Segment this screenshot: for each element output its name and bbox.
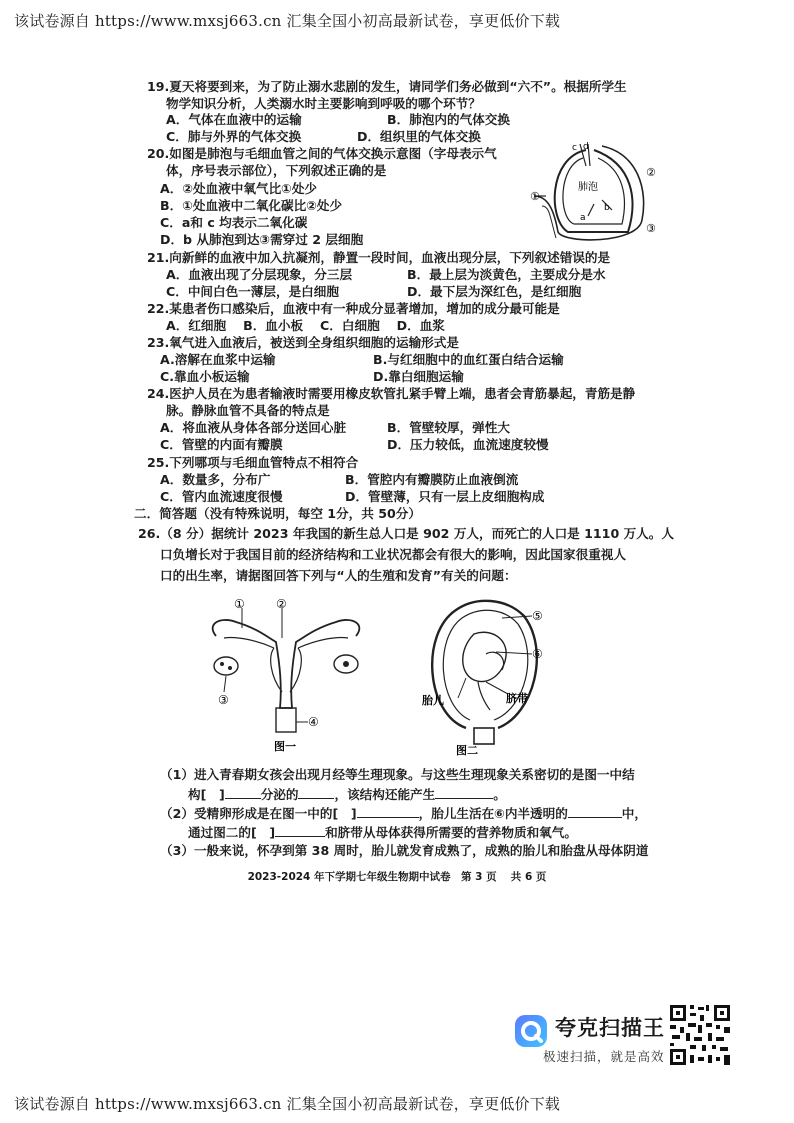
q23-option-a: A.溶解在血浆中运输 [160,352,276,367]
fig2-caption: 图二 [456,744,478,756]
quark-scanner-logo-icon [513,1013,549,1049]
q25-option-a: A．数量多，分布广 [160,472,271,487]
fig20-label-c: c [572,143,577,153]
q26-sub2-line2 [188,824,577,841]
fig2-label-fetus: 胎儿 [422,694,444,707]
fig2-label-5: ⑤ [532,609,543,623]
q26-sub1-blank-2[interactable] [298,786,334,799]
q25-stem: 25.下列哪项与毛细血管特点不相符合 [147,455,359,470]
q19-option-a: A．气体在血液中的运输 [166,112,302,127]
fig20-label-a: a [580,213,586,223]
q22-options: A．红细胞 B．血小板 C．白细胞 D．血浆 [166,318,445,333]
fig1-label-1: ① [234,597,245,611]
q26-sub2-text-4: 通过图二的[ ] [188,825,276,840]
q23-option-b: B.与红细胞中的血红蛋白结合运输 [373,352,564,367]
fetus-uterus-figure [416,594,556,756]
female-reproductive-figure [196,596,376,756]
q26-sub1-text-4: 。 [493,787,506,802]
q26-sub1-line2 [188,786,506,803]
q22-stem: 22.某患者伤口感染后，血液中有一种成分显著增加，增加的成分最可能是 [147,301,560,316]
q20-stem-1: 20.如图是肺泡与毛细血管之间的气体交换示意图（字母表示气 [147,146,497,161]
source-banner-bottom: 该试卷源自 https://www.mxsj663.cn 汇集全国小初高最新试卷，享更低价下载 [14,1095,561,1113]
fig2-label-cord: 脐带 [506,692,528,705]
fig20-label-b: b [604,203,610,213]
q21-stem: 21.向新鲜的血液中加入抗凝剂，静置一段时间，血液出现分层，下列叙述错误的是 [147,250,611,265]
q26-sub2-blank-1[interactable] [357,805,419,818]
q21-option-c: C．中间白色一薄层，是白细胞 [166,284,339,299]
alveolus-capillary-figure [528,140,662,248]
q20-option-d: D．b 从肺泡到达③需穿过 2 层细胞 [160,232,364,247]
q26-sub2-blank-3[interactable] [275,824,325,837]
fig1-label-4: ④ [308,715,319,729]
q24-stem-2: 脉。静脉血管不具备的特点是 [166,403,330,418]
q26-sub2-text-2: ，胎儿生活在⑥内半透明的 [418,806,568,821]
q20-option-b: B．①处血液中二氧化碳比②处少 [160,198,343,213]
q26-sub2-blank-2[interactable] [568,805,622,818]
q19-stem-2: 物学知识分析，人类溺水时主要影响到呼吸的哪个环节？ [166,96,481,111]
q20-option-a: A．②处血液中氧气比①处少 [160,181,318,196]
q24-option-d: D．压力较低，血流速度较慢 [387,437,549,452]
scanner-brand-name: 夸克扫描王 [555,1016,665,1040]
q26-sub3-line1: （3）一般来说，怀孕到第 38 周时，胎儿就发育成熟了，成熟的胎儿和胎盘从母体阴道 [160,843,649,858]
qr-code-icon [668,1003,732,1067]
q21-option-b: B．最上层为淡黄色，主要成分是水 [407,267,606,282]
q24-option-c: C．管壁的内面有瓣膜 [160,437,283,452]
q26-sub2-text-1: （2）受精卵形成是在图一中的[ ] [160,806,357,821]
fig20-label-1: ① [530,190,540,203]
q23-option-d: D.靠白细胞运输 [373,369,464,384]
section-2-title: 二．简答题（没有特殊说明，每空 1分，共 50分） [134,506,421,521]
page-footer: 2023-2024 年下学期七年级生物期中试卷 第 3 页 共 6 页 [247,871,547,883]
q21-option-a: A．血液出现了分层现象，分三层 [166,267,353,282]
fig1-caption: 图一 [274,740,296,753]
fig1-label-3: ③ [218,693,229,707]
q19-option-d: D．组织里的气体交换 [357,129,481,144]
q26-sub1-blank-3[interactable] [435,786,493,799]
q26-sub1-bracket: 构[ ] [188,787,225,802]
q26-sub1-text-3: ，该结构还能产生 [334,787,436,802]
q25-option-b: B．管腔内有瓣膜防止血液倒流 [345,472,519,487]
q26-stem-2: 口负增长对于我国目前的经济结构和工业状况都会有很大的影响，因此国家很重视人 [160,547,626,562]
q24-stem-1: 24.医护人员在为患者输液时需要用橡皮软管扎紧手臂上端，患者会青筋暴起，青筋是静 [147,386,636,401]
q23-stem: 23.氧气进入血液后，被送到全身组织细胞的运输形式是 [147,335,459,350]
q25-option-d: D．管壁薄，只有一层上皮细胞构成 [345,489,545,504]
q20-option-c: C．a和 c 均表示二氧化碳 [160,215,308,230]
q26-sub1-blank-1[interactable] [225,786,261,799]
q24-option-a: A．将血液从身体各部分送回心脏 [160,420,347,435]
q26-stem-1: 26.（8 分）据统计 2023 年我国的新生总人口是 902 万人，而死亡的人口是 1110 万人。人 [138,526,674,541]
q26-sub2-line1 [160,805,647,822]
q23-option-c: C.靠血小板运输 [160,369,250,384]
scanner-slogan: 极速扫描，就是高效 [543,1049,665,1064]
q26-sub2-text-3: 中， [621,806,647,821]
q21-option-d: D．最下层为深红色，是红细胞 [407,284,582,299]
q19-option-b: B．肺泡内的气体交换 [387,112,510,127]
fig2-label-6: ⑥ [532,647,543,661]
fig20-label-3: ③ [646,222,656,235]
q26-stem-3: 口的出生率，请据图回答下列与“人的生殖和发育”有关的问题： [160,568,517,583]
q24-option-b: B．管壁较厚，弹性大 [387,420,510,435]
q19-option-c: C．肺与外界的气体交换 [166,129,302,144]
fig20-label-2: ② [646,166,656,179]
q25-option-c: C．管内血流速度很慢 [160,489,283,504]
q19-stem-1: 19.夏天将要到来，为了防止溺水悲剧的发生，请同学们务必做到“六不”。根据所学生 [147,79,627,94]
fig20-label-alveolus: 肺泡 [578,182,598,193]
q26-sub2-text-5: 和脐带从母体获得所需要的营养物质和氧气。 [325,825,577,840]
source-banner-top: 该试卷源自 https://www.mxsj663.cn 汇集全国小初高最新试卷，享更低价下载 [14,12,561,30]
q26-sub1-text-2: 分泌的 [260,787,299,802]
fig1-label-2: ② [276,597,287,611]
q26-sub1-line1: （1）进入青春期女孩会出现月经等生理现象。与这些生理现象关系密切的是图一中结 [160,767,635,782]
q20-stem-2: 体，序号表示部位），下列叙述正确的是 [166,163,387,178]
fig20-label-d: d [583,142,589,152]
